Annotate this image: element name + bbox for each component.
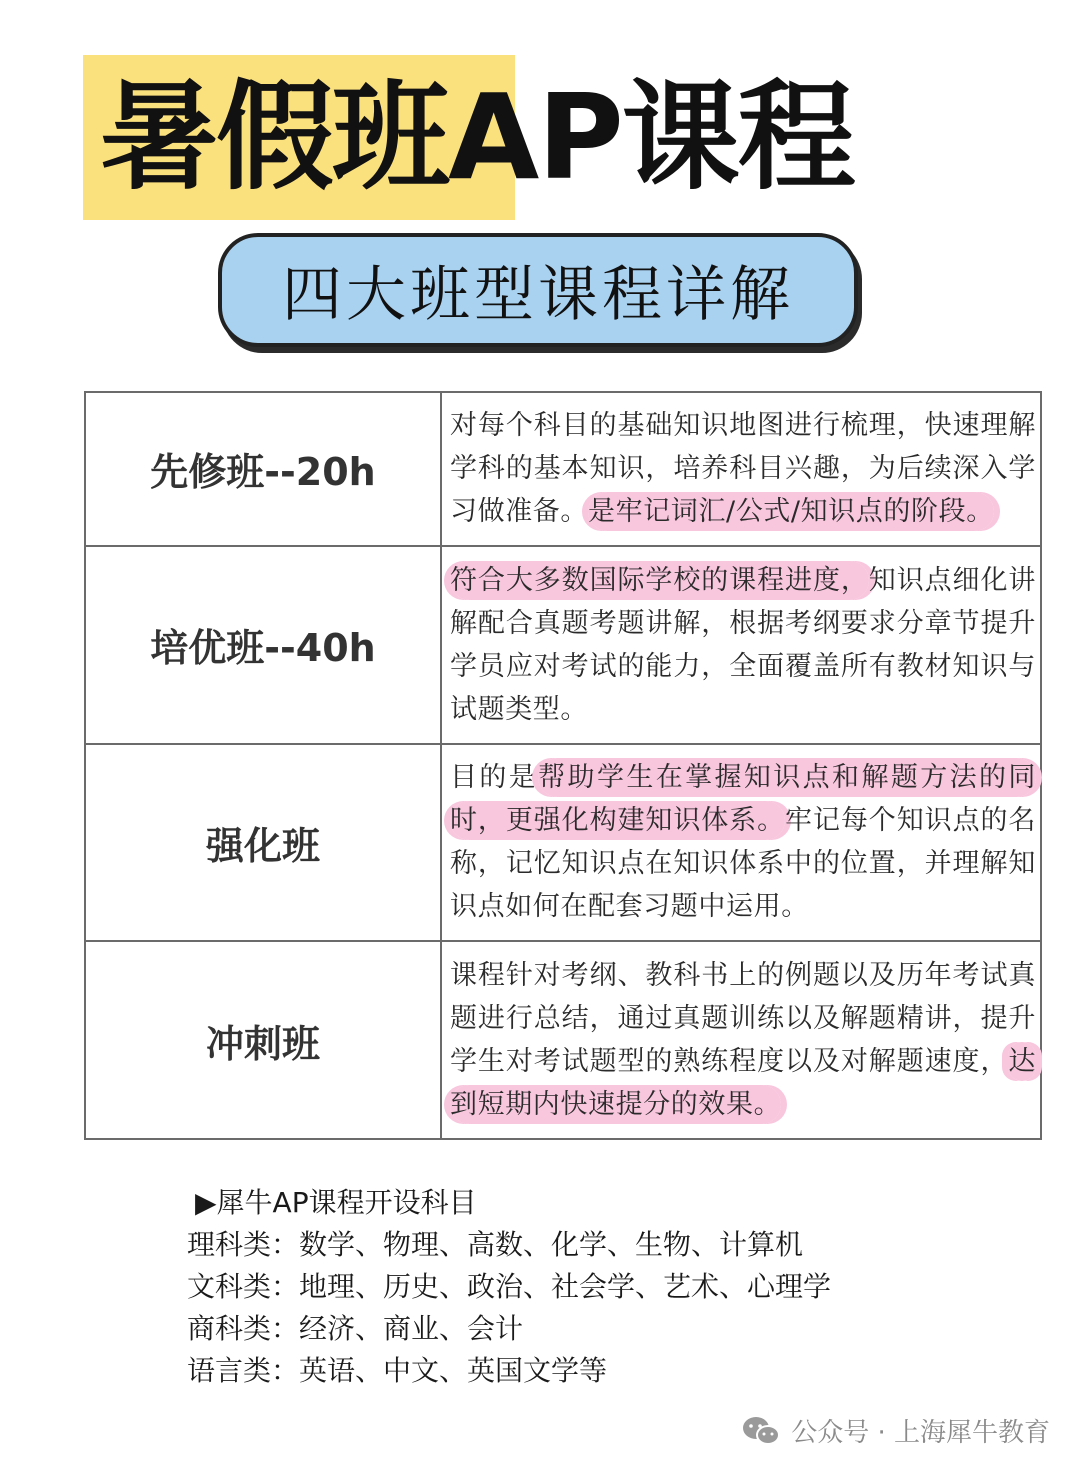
course-description (441, 941, 1041, 1139)
highlighted-text: 符合大多数国际学校的课程进度， (450, 561, 869, 600)
subtitle-pill (218, 233, 858, 347)
description-text: 牢记每个知识点的名称，记忆知识点在知识体系中的位置，并理解知识点如何在配套习题中运用。 (450, 805, 1037, 923)
course-description (441, 744, 1041, 942)
subjects-heading: ▶犀牛AP课程开设科目 (195, 1186, 477, 1219)
page-title: 暑假班AP课程 (100, 68, 854, 206)
course-row (85, 941, 1041, 1139)
description-text: 目的是 (450, 762, 539, 794)
subjects-line-language: 语言类：英语、中文、英国文学等 (187, 1354, 608, 1387)
course-row (85, 546, 1041, 744)
subjects-line-humanities: 文科类：地理、历史、政治、社会学、艺术、心理学 (187, 1270, 832, 1303)
subtitle-text: 四大班型课程详解 (282, 260, 794, 330)
course-row (85, 744, 1041, 942)
course-table (84, 391, 1042, 1140)
description-text: 课程针对考纲、教科书上的例题以及历年考试真题进行总结，通过真题训练以及解题精讲，提升学生对考试题型的熟练程度以及对解题速度， (450, 960, 1036, 1078)
course-name: 冲刺班 (85, 941, 441, 1139)
course-name: 培优班--40h (85, 546, 441, 744)
subjects-line-science: 理科类：数学、物理、高数、化学、生物、计算机 (187, 1228, 804, 1261)
footer-watermark (741, 1412, 1050, 1449)
highlighted-text: 是牢记词汇/公式/知识点的阶段。 (588, 492, 994, 531)
course-description (441, 546, 1041, 744)
course-name: 先修班--20h (85, 392, 441, 546)
highlighted-text: 达到短期内快速提分的效果。 (450, 1042, 1036, 1124)
subjects-section (187, 1182, 831, 1392)
description-text: 知识点细化讲解配合真题考题讲解，根据考纲要求分章节提升学员应对考试的能力，全面覆盖所有教材知识与试题类型。 (450, 564, 1036, 725)
course-description (441, 392, 1041, 546)
course-row (85, 392, 1041, 546)
subjects-line-business: 商科类：经济、商业、会计 (187, 1312, 524, 1345)
footer-account: 公众号 · 上海犀牛教育 (791, 1418, 1050, 1448)
highlighted-text: 帮助学生在掌握知识点和解题方法的同时，更强化构建知识体系。 (450, 758, 1036, 840)
wechat-icon (741, 1415, 781, 1447)
course-name: 强化班 (85, 744, 441, 942)
description-text: 对每个科目的基础知识地图进行梳理，快速理解学科的基本知识，培养科目兴趣，为后续深入学习做准备。 (450, 410, 1036, 528)
